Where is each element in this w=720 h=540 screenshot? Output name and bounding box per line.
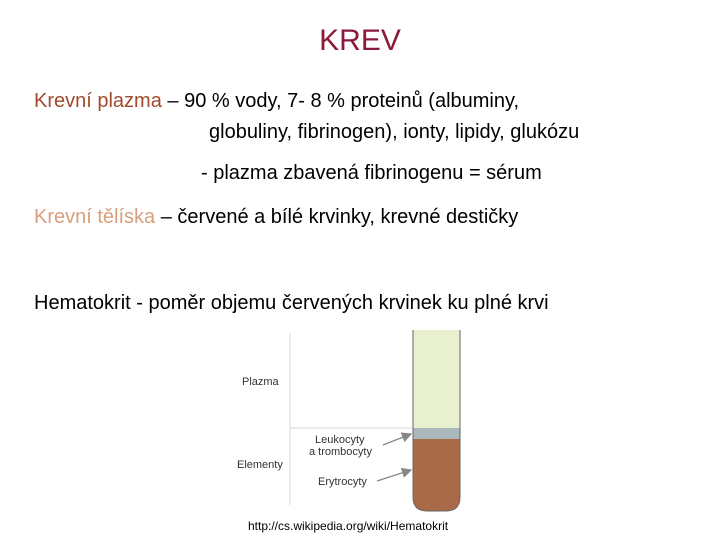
leukocytes-label: Leukocyty — [315, 434, 365, 446]
erythrocytes-label: Erytrocyty — [318, 476, 367, 488]
plasma-description: – 90 % vody, 7- 8 % proteinů (albuminy, — [161, 90, 520, 112]
plasma-description-cont: globuliny, fibrinogen), ionty, lipidy, glukózu — [209, 121, 580, 143]
cells-description: – červené a bílé krvinky, krevné destičky — [155, 206, 519, 228]
plasma-line — [34, 90, 519, 113]
erythrocyte-layer — [413, 439, 460, 511]
buffy-coat-layer — [413, 428, 460, 439]
cells-line — [34, 206, 518, 229]
elements-label: Elementy — [237, 459, 283, 471]
hematocrit-diagram — [230, 325, 490, 540]
erythrocytes-arrow — [377, 470, 411, 481]
thrombocytes-label: a trombocyty — [309, 446, 372, 458]
cells-term: Krevní tělíska — [34, 206, 156, 228]
plasma-term: Krevní plazma — [34, 90, 162, 112]
plasma-label: Plazma — [242, 376, 279, 388]
plasma-layer — [413, 330, 460, 428]
hematocrit-line: Hematokrit - poměr objemu červených krvinek ku plné krvi — [34, 292, 549, 314]
source-link[interactable]: http://cs.wikipedia.org/wiki/Hematokrit — [248, 519, 449, 533]
hematocrit-figure — [230, 325, 490, 540]
leukocytes-arrow — [383, 434, 411, 445]
serum-line: - plazma zbavená fibrinogenu = sérum — [201, 162, 542, 184]
slide-title: KREV — [319, 24, 401, 57]
